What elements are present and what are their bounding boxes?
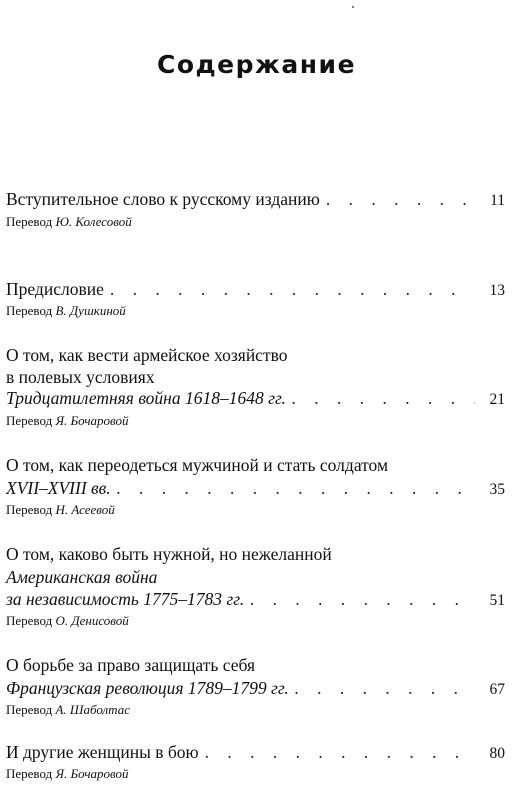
toc-entry-title: О том, каково быть нужной, но нежеланной (6, 544, 332, 564)
dot-leader (326, 188, 475, 210)
toc-entry-subtitle: XVII–XVIII вв. (6, 478, 111, 498)
toc-page-number: 11 (490, 192, 505, 209)
toc-translator (6, 303, 126, 319)
toc-entry-line (6, 454, 505, 476)
toc-page-number: 80 (489, 745, 505, 762)
translator-prefix: Перевод (6, 766, 53, 781)
translator-prefix: Перевод (6, 613, 53, 628)
toc-entry-subtitle: за независимость 1775–1783 гг. (6, 589, 245, 609)
toc-entry-line (6, 278, 505, 300)
toc-page-number: 67 (489, 681, 505, 698)
dot-leader (250, 588, 475, 610)
translator-prefix: Перевод (6, 303, 53, 318)
toc-entry-title: в полевых условиях (6, 367, 155, 387)
toc-page-number: 35 (489, 481, 505, 498)
toc-translator (6, 214, 132, 230)
translator-name: О. Денисовой (55, 613, 129, 628)
toc-entry-line (6, 387, 505, 409)
toc-entry-line (6, 677, 505, 699)
translator-name: В. Душкиной (55, 303, 126, 318)
toc-page-number: 51 (489, 592, 505, 609)
translator-name: А. Шаболтас (55, 702, 130, 717)
translator-prefix: Перевод (6, 214, 53, 229)
translator-prefix: Перевод (6, 502, 53, 517)
toc-translator (6, 502, 115, 518)
toc-entry-title: Предисловие (6, 279, 104, 299)
toc-entry-line (6, 741, 505, 763)
translator-name: Я. Бочаровой (55, 766, 129, 781)
toc-entry-title: О борьбе за право защищать себя (6, 655, 255, 675)
toc-entry-subtitle: Тридцатилетняя война 1618–1648 гг. (6, 388, 286, 408)
page-title: Содержание (156, 50, 357, 79)
toc-entry-subtitle: Американская война (6, 567, 158, 587)
toc-translator (6, 766, 129, 782)
toc-entry-line (6, 366, 505, 388)
toc-translator (6, 702, 130, 718)
toc-entry-line (6, 344, 505, 366)
toc-entry-title: О том, как вести армейское хозяйство (6, 345, 288, 365)
toc-entry-line (6, 566, 505, 588)
dot-leader (292, 387, 475, 409)
toc-page-number: 13 (489, 282, 505, 299)
dot-leader (205, 741, 475, 763)
toc-entry-line (6, 188, 505, 210)
toc-entry-title: Вступительное слово к русскому изданию (6, 189, 320, 209)
toc-translator (6, 613, 129, 629)
translator-name: Я. Бочаровой (55, 413, 129, 428)
toc-entry-line (6, 588, 505, 610)
toc-page-number: 21 (489, 391, 505, 408)
toc-translator (6, 413, 129, 429)
toc-entry-line (6, 654, 505, 676)
toc-entry-subtitle: Французская революция 1789–1799 гг. (6, 678, 289, 698)
translator-name: Ю. Колесовой (55, 214, 132, 229)
toc-entry-line (6, 477, 505, 499)
toc-entry-line (6, 543, 505, 565)
page-speck (352, 6, 354, 8)
translator-name: Н. Асеевой (55, 502, 115, 517)
dot-leader (295, 677, 475, 699)
dot-leader (110, 278, 475, 300)
toc-entry-title: И другие женщины в бою (6, 742, 199, 762)
dot-leader (117, 477, 475, 499)
translator-prefix: Перевод (6, 413, 53, 428)
toc-entry-title: О том, как переодеться мужчиной и стать солдатом (6, 455, 389, 475)
translator-prefix: Перевод (6, 702, 53, 717)
